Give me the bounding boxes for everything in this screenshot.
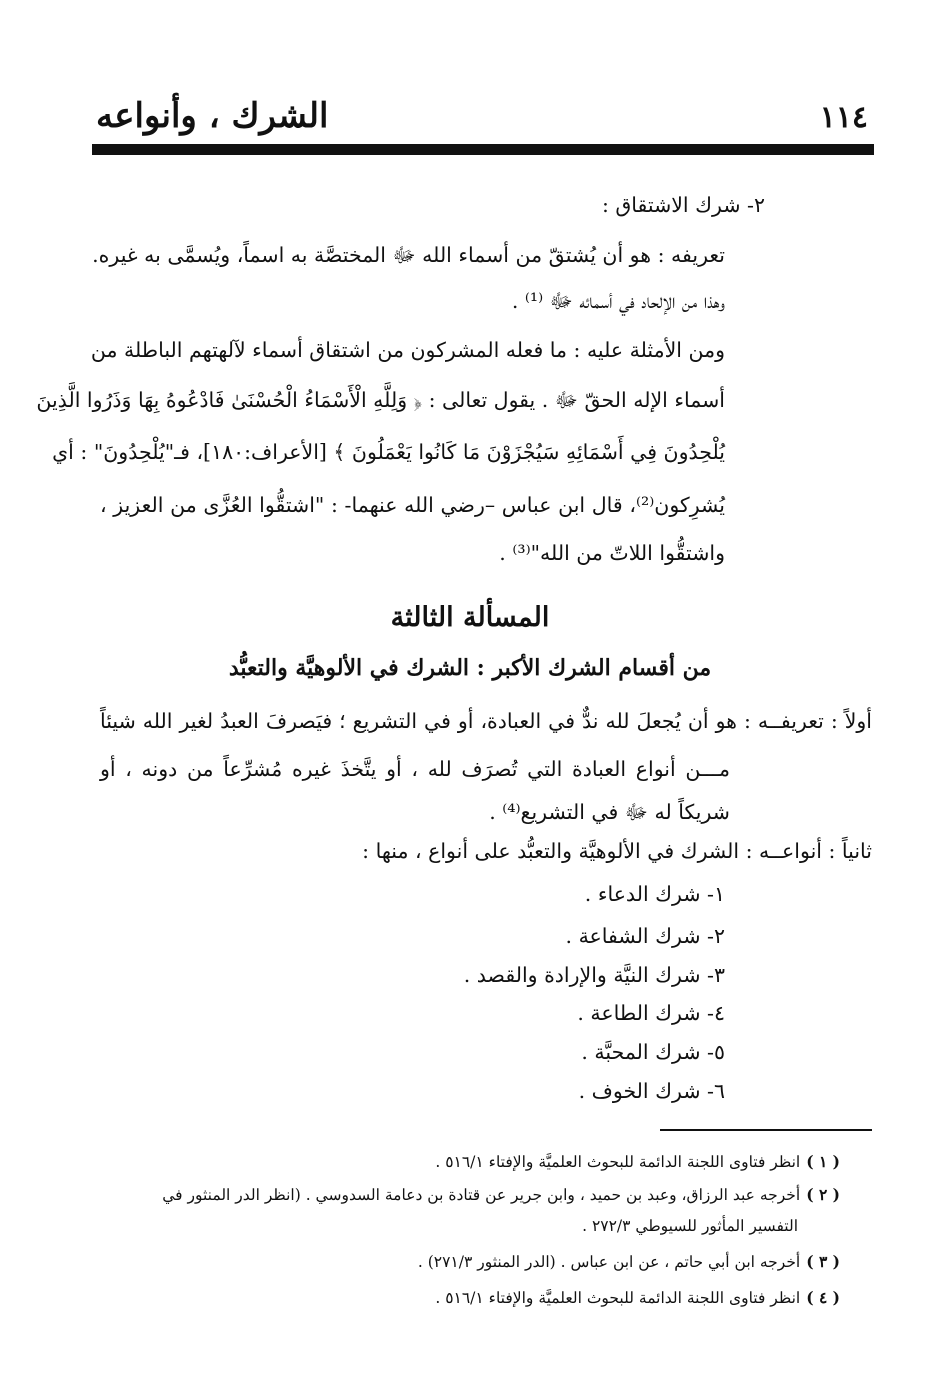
body-line: واشتقُّوا اللاتّ من الله"⁽³⁾ . [499,541,725,565]
body-line: وهذا من الإلحاد في أسمائه ﷻ ⁽¹⁾ . [511,289,725,313]
body-line: أسماء الإله الحقّ ﷻ . يقول تعالى : ﴿ وَلِلَّهِ الْأَسْمَاءُ الْحُسْنَىٰ فَادْعُوهُ بِهَا وَذَرُوا الَّذِينَ [36,388,725,412]
definition-line: مـــن أنواع العبادة التي تُصرَف لله ، أو يتَّخذَ غيره مُشرِّعاً من دونه ، أو [100,757,730,781]
footnote [435,1150,840,1174]
body-line: ومن الأمثلة عليه : ما فعله المشركون من اشتقاق أسماء لآلهتهم الباطلة من [90,338,725,362]
footnote-continuation: التفسير المأثور للسيوطي ٢٧٢/٣ . [582,1217,798,1235]
masala-title: المسألة الثالثة [390,602,550,633]
type-item: ٥- شرك المحبَّة . [581,1040,725,1064]
footnote-text: أخرجه عبد الرزاق، وعبد بن حميد ، وابن جرير عن قتادة بن دعامة السدوسي . (انظر الدر المنثور في [162,1186,801,1204]
masala-subtitle: من أقسام الشرك الأكبر : الشرك في الألوهيَّة والتعبُّد [228,655,712,681]
running-title: الشرك ، وأنواعه [96,96,329,136]
body-line: تعريفه : هو أن يُشتقّ من أسماء الله ﷻ المختصَّة به اسماً، ويُسمَّى به غيره. [92,243,725,267]
types-intro: ثانياً : أنواعــه : الشرك في الألوهيَّة والتعبُّد على أنواع ، منها : [362,839,872,863]
page-number: ١١٤ [819,100,868,135]
type-item: ٢- شرك الشفاعة . [565,924,725,948]
body-line: يُشرِكون⁽²⁾، قال ابن عباس –رضي الله عنهما- : "اشتقُّوا العُزَّى من العزيز ، [100,493,725,517]
footnote [418,1250,840,1274]
body-line: يُلْحِدُونَ فِي أَسْمَائِهِ سَيُجْزَوْنَ مَا كَانُوا يَعْمَلُونَ ﴾ [الأعراف:١٨٠]، فـ"يُلْحِدُونَ" : أي [52,440,725,464]
definition-line: شريكاً له ﷻ في التشريع⁽⁴⁾ . [489,800,730,824]
footnote [435,1286,840,1310]
page-header [92,92,874,142]
type-item: ٣- شرك النيَّة والإرادة والقصد . [463,963,725,987]
section-title: ٢- شرك الاشتقاق : [601,193,765,217]
footnote [162,1183,840,1207]
footnote-text: انظر فتاوى اللجنة الدائمة للبحوث العلميَّة والإفتاء ٥١٦/١ . [435,1289,801,1307]
definition-line: أولاً : تعريفــه : هو أن يُجعلَ لله ندٌّ في العبادة، أو في التشريع ؛ فيَصرفَ العبدُ لغير الله شيئاً [100,709,872,733]
footnote-text: أخرجه ابن أبي حاتم ، عن ابن عباس . (الدر المنثور ٢٧١/٣) . [417,1253,801,1271]
type-item: ٦- شرك الخوف . [578,1079,725,1103]
footnote-number: ( ٣ ) [806,1252,840,1271]
footnote-rule [660,1129,872,1131]
type-item: ٤- شرك الطاعة . [577,1001,725,1025]
footnote-text: انظر فتاوى اللجنة الدائمة للبحوث العلميَّة والإفتاء ٥١٦/١ . [435,1153,801,1171]
footnote-number: ( ٤ ) [806,1288,840,1307]
footnote-number: ( ٢ ) [806,1185,840,1204]
type-item: ١- شرك الدعاء . [584,882,725,906]
header-rule [92,144,874,155]
footnote-number: ( ١ ) [806,1152,840,1171]
